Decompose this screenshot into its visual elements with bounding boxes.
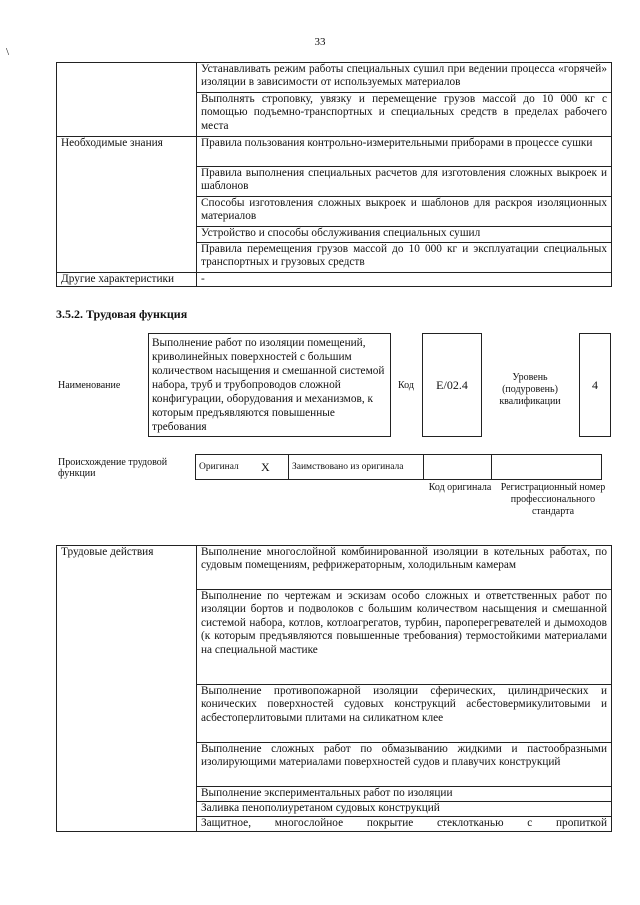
borrowed-label: Заимствовано из оригинала [289, 455, 424, 480]
table-cell: Правила пользования контрольно-измерительными приборами в процессе сушки [197, 137, 612, 167]
table-cell: Способы изготовления сложных выкроек и шаблонов для раскроя изоляционных материалов [197, 197, 612, 227]
table-row [57, 546, 612, 590]
table-cell: Выполнять строповку, увязку и перемещение грузов массой до 10 000 кг с помощью подъемно-транспортных и специальных средств в пределах рабочего места [197, 93, 612, 137]
table-cell: Правила выполнения специальных расчетов для изготовления сложных выкроек и шаблонов [197, 167, 612, 197]
code-label: Код [398, 380, 414, 391]
actions-table [56, 545, 612, 832]
qualification-level [579, 333, 611, 437]
row-label: Другие характеристики [57, 273, 197, 287]
level-label: Уровень (подуровень) квалификации [499, 372, 561, 407]
table-cell: Выполнение многослойной комбинированной изоляции в котельных работах, по судовым помещениям, рефрижераторным, холодильным камерам [197, 546, 612, 590]
table-cell: - [197, 273, 612, 287]
table-cell: Правила перемещения грузов массой до 10 000 кг и эксплуатации специальных транспортных и грузовых средств [197, 243, 612, 273]
skills-table [56, 62, 612, 287]
table-cell: Выполнение по чертежам и эскизам особо сложных и ответственных работ по изоляции бортов и подволоков с большим количеством насыщения и смешанной системой набора, котлов, котлоагрегатов, турбин, пароперегревателей и дымоходов (к которым предъявляются повышенные требования) термостойкими материалами на специальной мастике [197, 590, 612, 685]
code-caption: Код оригинала [428, 482, 492, 493]
original-mark: X [258, 455, 289, 480]
qualification-level-value: 4 [592, 377, 598, 392]
table-cell: Устанавливать режим работы специальных сушил при ведении процесса «горячей» изоляции в зависимости от используемых материалов [197, 63, 612, 93]
row-label: Необходимые знания [57, 137, 197, 273]
row-label: Трудовые действия [57, 546, 197, 832]
origin-table [195, 454, 602, 480]
table-cell: Защитное, многослойное покрытие стеклотканью с пропиткой [197, 817, 612, 832]
table-cell: Устройство и способы обслуживания специальных сушил [197, 227, 612, 243]
original-label: Оригинал [196, 455, 259, 480]
table-cell: Выполнение противопожарной изоляции сферических, цилиндрических и конических поверхностей судовых конструкций асбестовермикулитовыми и асбестоперлитовыми плитами на силикатном клее [197, 685, 612, 743]
function-code-value: E/02.4 [436, 377, 468, 392]
table-row [57, 137, 612, 167]
margin-mark: \ [6, 46, 10, 58]
section-title: 3.5.2. Трудовая функция [56, 307, 188, 321]
row-label [57, 63, 197, 137]
registration-number-cell [492, 455, 602, 480]
table-row [57, 273, 612, 287]
name-label: Наименование [58, 380, 121, 391]
function-code [422, 333, 482, 437]
original-code-cell [424, 455, 492, 480]
table-cell: Заливка пенополиуретаном судовых конструкций [197, 802, 612, 817]
table-cell: Выполнение экспериментальных работ по изоляции [197, 787, 612, 802]
page-number: 33 [314, 36, 326, 48]
registration-caption: Регистрационный номер профессионального стандарта [500, 482, 606, 517]
origin-label: Происхождение трудовой функции [58, 457, 168, 479]
table-cell: Выполнение сложных работ по обмазыванию жидкими и пастообразными изолирующими материалами поверхностей судов и плавучих конструкций [197, 743, 612, 787]
function-name: Выполнение работ по изоляции помещений, криволинейных поверхностей с большим количеством насыщения и смешанной системой набора, труб и трубопроводов сложной конфигурации, оборудования и механизмов, к которым предъявляются повышенные требования [148, 333, 391, 437]
table-row [57, 63, 612, 93]
